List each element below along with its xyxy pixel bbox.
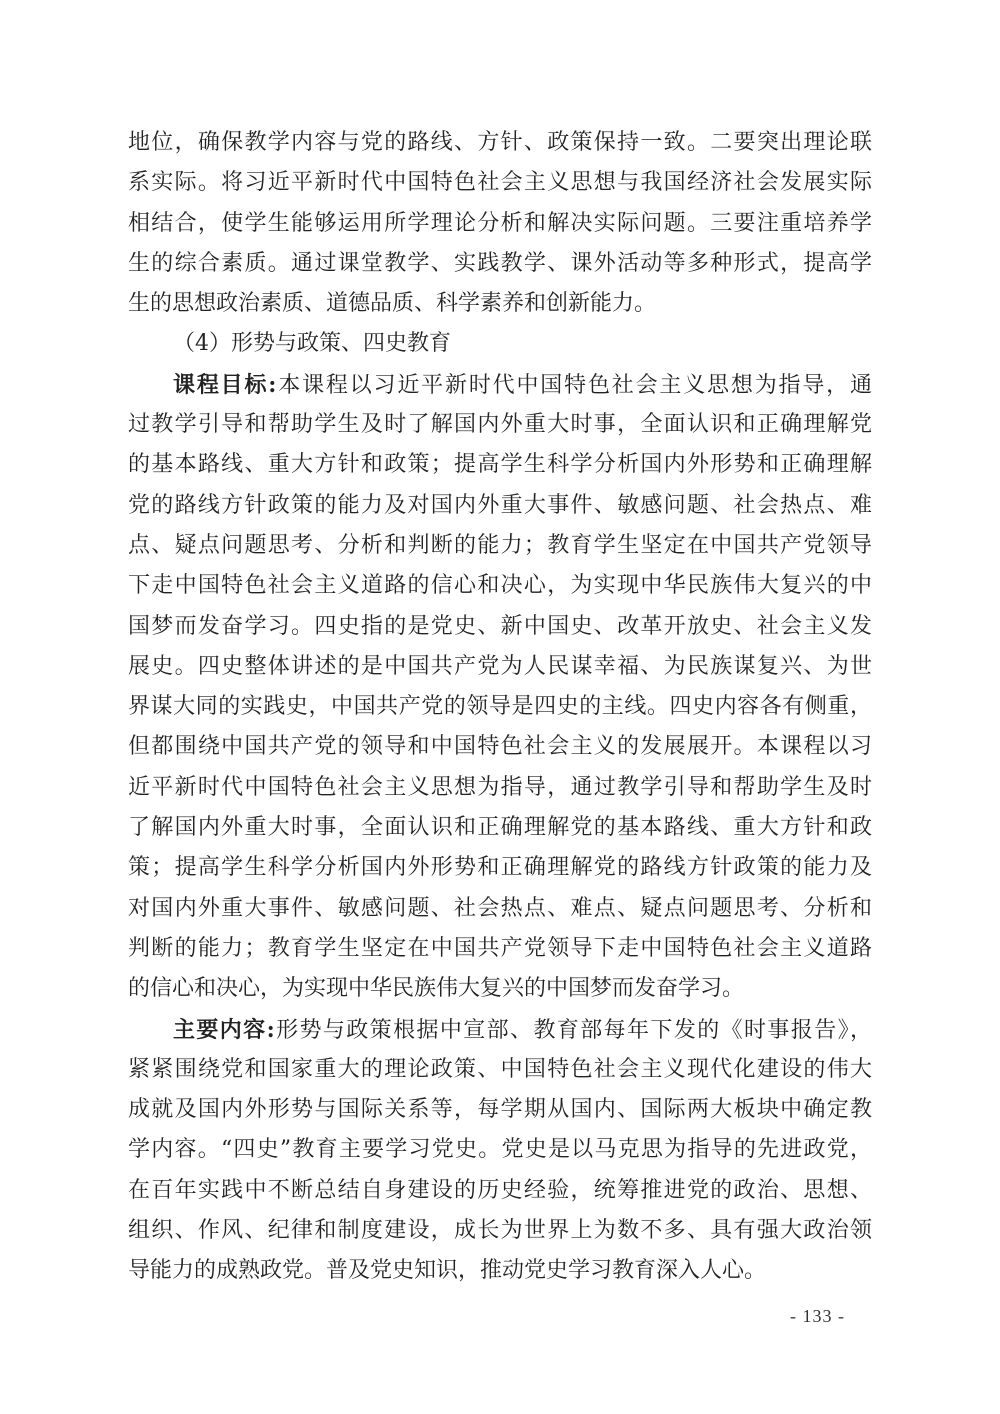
paragraph-main-content — [128, 1010, 872, 1292]
text-line: 生的思想政治素质、道德品质、科学素养和创新能力。 — [128, 291, 657, 317]
text-line: 展史。四史整体讲述的是中国共产党为人民谋幸福、为民族谋复兴、为世 — [128, 653, 872, 679]
text-line — [128, 1010, 872, 1050]
text-line: 对国内外重大事件、敏感问题、社会热点、难点、疑点问题思考、分析和 — [128, 895, 872, 921]
text-line: 导能力的成熟政党。普及党史知识，推动党史学习教育深入人心。 — [128, 1258, 767, 1284]
text-line: 地位，确保教学内容与党的路线、方针、政策保持一致。二要突出理论联 — [128, 130, 872, 155]
text-span: 形势与政策根据中宣部、教育部每年下发的《时事报告》， — [274, 1017, 872, 1043]
main-content-label: 主要内容: — [173, 1016, 275, 1043]
paragraph-teaching-requirements — [128, 123, 872, 324]
text-line: 但都围绕中国共产党的领导和中国特色社会主义的发展展开。本课程以习 — [128, 734, 872, 760]
text-line: 判断的能力；教育学生坚定在中国共产党领导下走中国特色社会主义道路 — [128, 935, 872, 961]
text-line: 策；提高学生科学分析国内外形势和正确理解党的路线方针政策的能力及 — [128, 855, 872, 881]
document-body — [128, 123, 872, 1292]
text-line: 系实际。将习近平新时代中国特色社会主义思想与我国经济社会发展实际 — [128, 170, 872, 196]
text-line: 党的路线方针政策的能力及对国内外重大事件、敏感问题、社会热点、难 — [128, 492, 872, 518]
text-line: 点、疑点问题思考、分析和判断的能力；教育学生坚定在中国共产党领导 — [128, 532, 872, 558]
text-line: 界谋大同的实践史，中国共产党的领导是四史的主线。四史内容各有侧重， — [128, 694, 872, 720]
text-line: 国梦而发奋学习。四史指的是党史、新中国史、改革开放史、社会主义发 — [128, 613, 872, 639]
text-line: 了解国内外重大时事，全面认识和正确理解党的基本路线、重大方针和政 — [128, 815, 872, 841]
text-span: 本课程以习近平新时代中国特色社会主义思想为指导，通 — [276, 372, 872, 398]
text-line: 学内容。“四史”教育主要学习党史。党史是以马克思为指导的先进政党， — [128, 1137, 872, 1163]
text-line: 的基本路线、重大方针和政策；提高学生科学分析国内外形势和正确理解 — [128, 452, 872, 478]
text-line: 相结合，使学生能够运用所学理论分析和解决实际问题。三要注重培养学 — [128, 210, 872, 236]
text-line — [128, 365, 872, 405]
text-line: 成就及国内外形势与国际关系等，每学期从国内、国际两大板块中确定教 — [128, 1097, 872, 1123]
page-number: - 133 - — [790, 1306, 845, 1326]
text-line: 近平新时代中国特色社会主义思想为指导，通过教学引导和帮助学生及时 — [128, 774, 872, 800]
paragraph-course-objectives — [128, 365, 872, 1010]
text-line: 在百年实践中不断总结自身建设的历史经验，统筹推进党的政治、思想、 — [128, 1177, 872, 1203]
course-objectives-label: 课程目标: — [173, 371, 277, 398]
section-heading: （4）形势与政策、四史教育 — [173, 331, 451, 357]
text-line: 过教学引导和帮助学生及时了解国内外重大时事，全面认识和正确理解党 — [128, 412, 872, 438]
text-line: 组织、作风、纪律和制度建设，成长为世界上为数不多、具有强大政治领 — [128, 1218, 872, 1244]
text-line: 下走中国特色社会主义道路的信心和决心，为实现中华民族伟大复兴的中 — [128, 573, 872, 599]
text-line: 的信心和决心，为实现中华民族伟大复兴的中国梦而发奋学习。 — [128, 976, 745, 1002]
text-line: 生的综合素质。通过课堂教学、实践教学、课外活动等多种形式，提高学 — [128, 250, 872, 276]
text-line: 紧紧围绕党和国家重大的理论政策、中国特色社会主义现代化建设的伟大 — [128, 1056, 872, 1082]
